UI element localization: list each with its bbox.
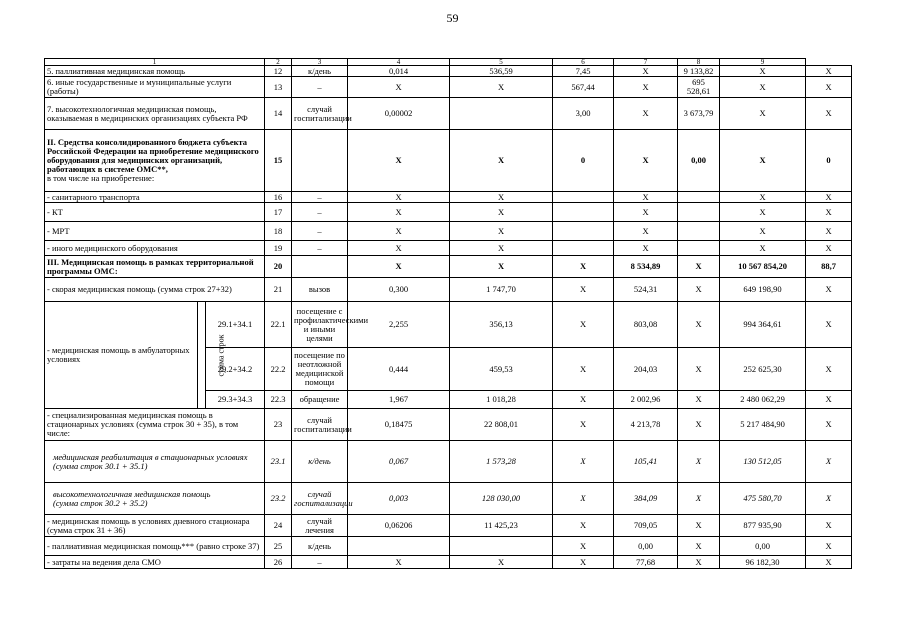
value-cell: Х — [678, 278, 720, 302]
value-cell: Х — [450, 130, 553, 192]
unit-cell — [292, 256, 348, 278]
value-cell: Х — [678, 441, 720, 483]
value-cell: 384,09 — [614, 483, 678, 515]
unit-cell: обращение — [292, 391, 348, 409]
unit-cell: посещение с профилактическими и иными целями — [292, 302, 348, 348]
unit-cell — [292, 130, 348, 192]
value-cell: Х — [720, 66, 806, 77]
value-cell: Х — [553, 278, 614, 302]
value-cell: Х — [720, 203, 806, 222]
value-cell: 10 567 854,20 — [720, 256, 806, 278]
row-label — [45, 130, 265, 192]
value-cell: Х — [720, 77, 806, 98]
value-cell: Х — [553, 483, 614, 515]
value-cell: Х — [806, 348, 852, 391]
value-cell: Х — [806, 409, 852, 441]
value-cell: Х — [720, 130, 806, 192]
table-row — [45, 537, 852, 556]
row-number: 17 — [265, 203, 292, 222]
header-cell: 7 — [614, 59, 678, 66]
value-cell: 3,00 — [553, 98, 614, 130]
unit-cell: вызов — [292, 278, 348, 302]
value-cell: Х — [806, 77, 852, 98]
value-cell: 475 580,70 — [720, 483, 806, 515]
row-label: III. Медицинская помощь в рамках территориальной программы ОМС: — [45, 256, 265, 278]
value-cell: 649 198,90 — [720, 278, 806, 302]
value-cell: 803,08 — [614, 302, 678, 348]
value-cell: 0,00 — [678, 130, 720, 192]
row-label: - затраты на ведения дела СМО — [45, 556, 265, 569]
value-cell: Х — [348, 256, 450, 278]
value-cell: Х — [806, 515, 852, 537]
value-cell: 2,255 — [348, 302, 450, 348]
value-cell: 105,41 — [614, 441, 678, 483]
value-cell: 130 512,05 — [720, 441, 806, 483]
value-cell — [553, 241, 614, 256]
value-cell: Х — [678, 537, 720, 556]
value-cell: Х — [806, 203, 852, 222]
value-cell: 1 573,28 — [450, 441, 553, 483]
value-cell: 77,68 — [614, 556, 678, 569]
value-cell: Х — [348, 222, 450, 241]
value-cell: 252 625,30 — [720, 348, 806, 391]
value-cell: 8 534,89 — [614, 256, 678, 278]
row-number: 13 — [265, 77, 292, 98]
value-cell: Х — [678, 256, 720, 278]
value-cell: Х — [806, 98, 852, 130]
value-cell: Х — [553, 256, 614, 278]
table-row — [45, 409, 852, 441]
value-cell: 2 002,96 — [614, 391, 678, 409]
value-cell: 9 133,82 — [678, 66, 720, 77]
column-number-row — [45, 59, 852, 66]
header-cell: 1 — [45, 59, 265, 66]
header-cell: 5 — [450, 59, 553, 66]
value-cell: Х — [806, 302, 852, 348]
unit-cell: – — [292, 77, 348, 98]
value-cell: 536,59 — [450, 66, 553, 77]
row-label: - медицинская помощь в амбулаторных условиях — [45, 302, 198, 409]
value-cell: 1 747,70 — [450, 278, 553, 302]
row-label: - паллиативная медицинская помощь*** (равно строке 37) — [45, 537, 265, 556]
value-cell: Х — [450, 556, 553, 569]
row-label: - КТ — [45, 203, 265, 222]
value-cell: Х — [678, 483, 720, 515]
row-label: - санитарного транспорта — [45, 192, 265, 203]
unit-cell: случай госпитализации — [292, 483, 348, 515]
row-number: 18 — [265, 222, 292, 241]
row-label: - медицинская помощь в условиях дневного стационара (сумма строк 31 + 36) — [45, 515, 265, 537]
value-cell — [553, 192, 614, 203]
value-cell: 22 808,01 — [450, 409, 553, 441]
row-number: 23.2 — [265, 483, 292, 515]
value-cell: 459,53 — [450, 348, 553, 391]
row-number: 25 — [265, 537, 292, 556]
value-cell: 0,003 — [348, 483, 450, 515]
value-cell: Х — [348, 556, 450, 569]
value-cell: 0,00 — [614, 537, 678, 556]
value-cell: Х — [806, 441, 852, 483]
value-cell: Х — [553, 556, 614, 569]
row-label — [45, 441, 265, 483]
table-row — [45, 302, 852, 348]
vertical-label-text: сумма строк — [216, 334, 226, 376]
sum-formula: 29.1+34.1 — [206, 302, 265, 348]
value-cell: Х — [806, 556, 852, 569]
value-cell: 0,067 — [348, 441, 450, 483]
value-cell: 994 364,61 — [720, 302, 806, 348]
value-cell: 695 528,61 — [678, 77, 720, 98]
unit-cell: посещение по неотложной медицинской помощи — [292, 348, 348, 391]
value-cell: 1,967 — [348, 391, 450, 409]
header-cell: 6 — [553, 59, 614, 66]
row-number: 20 — [265, 256, 292, 278]
value-cell: 5 217 484,90 — [720, 409, 806, 441]
row-label-text: высокотехнологичная медицинская помощь — [53, 488, 211, 499]
value-cell: 96 182,30 — [720, 556, 806, 569]
row-label: 6. иные государственные и муниципальные услуги (работы) — [45, 77, 265, 98]
value-cell: 0,18475 — [348, 409, 450, 441]
budget-table — [44, 58, 852, 569]
row-number: 23.1 — [265, 441, 292, 483]
value-cell: Х — [348, 203, 450, 222]
unit-cell: – — [292, 556, 348, 569]
value-cell: Х — [614, 98, 678, 130]
value-cell: 0 — [553, 130, 614, 192]
value-cell: Х — [806, 192, 852, 203]
row-label-sub: (сумма строк 30.2 + 35.2) — [53, 497, 148, 508]
value-cell: 1 018,28 — [450, 391, 553, 409]
row-number: 23 — [265, 409, 292, 441]
header-cell: 9 — [720, 59, 806, 66]
table-row — [45, 256, 852, 278]
value-cell: 128 030,00 — [450, 483, 553, 515]
value-cell: Х — [678, 391, 720, 409]
header-cell: 3 — [292, 59, 348, 66]
table-row — [45, 66, 852, 77]
value-cell: Х — [348, 130, 450, 192]
table-row — [45, 203, 852, 222]
row-label-text: медицинская реабилитация в стационарных условиях — [53, 451, 248, 462]
value-cell: Х — [720, 98, 806, 130]
value-cell: Х — [678, 409, 720, 441]
row-label: - МРТ — [45, 222, 265, 241]
row-label: - скорая медицинская помощь (сумма строк 27+32) — [45, 278, 265, 302]
value-cell: Х — [614, 77, 678, 98]
value-cell — [348, 537, 450, 556]
row-label: - специализированная медицинская помощь в стационарных условиях (сумма строк 30 + 35), в том числе: — [45, 409, 265, 441]
table-row — [45, 130, 852, 192]
value-cell: 88,7 — [806, 256, 852, 278]
header-cell: 8 — [678, 59, 720, 66]
table-row — [45, 483, 852, 515]
row-number: 12 — [265, 66, 292, 77]
value-cell: Х — [614, 66, 678, 77]
value-cell: Х — [450, 256, 553, 278]
unit-cell: случай лечения — [292, 515, 348, 537]
unit-cell: случай госпитализации — [292, 98, 348, 130]
row-number: 22.2 — [265, 348, 292, 391]
value-cell: Х — [806, 222, 852, 241]
unit-cell: – — [292, 192, 348, 203]
value-cell: 0,444 — [348, 348, 450, 391]
row-label: 5. паллиативная медицинская помощь — [45, 66, 265, 77]
value-cell: Х — [553, 537, 614, 556]
table-row — [45, 441, 852, 483]
vertical-label — [198, 302, 226, 409]
spacer-cell — [806, 59, 852, 66]
row-label-sub: (сумма строк 30.1 + 35.1) — [53, 460, 148, 471]
value-cell: 0,300 — [348, 278, 450, 302]
value-cell — [678, 222, 720, 241]
value-cell: Х — [614, 203, 678, 222]
row-label: 7. высокотехнологичная медицинская помощь, оказываемая в медицинских организациях субъекта РФ — [45, 98, 265, 130]
row-number: 14 — [265, 98, 292, 130]
value-cell: 0,014 — [348, 66, 450, 77]
value-cell: Х — [678, 302, 720, 348]
value-cell: Х — [553, 409, 614, 441]
table-row — [45, 241, 852, 256]
value-cell: 0,06206 — [348, 515, 450, 537]
value-cell: 709,05 — [614, 515, 678, 537]
table-row — [45, 515, 852, 537]
row-label: - иного медицинского оборудования — [45, 241, 265, 256]
page-number: 59 — [446, 11, 459, 25]
value-cell: Х — [348, 77, 450, 98]
unit-cell: – — [292, 222, 348, 241]
value-cell — [553, 203, 614, 222]
table-row — [45, 77, 852, 98]
value-cell: Х — [348, 241, 450, 256]
row-number: 24 — [265, 515, 292, 537]
value-cell: Х — [450, 203, 553, 222]
value-cell: Х — [614, 241, 678, 256]
row-number: 15 — [265, 130, 292, 192]
value-cell: Х — [720, 241, 806, 256]
value-cell: 4 213,78 — [614, 409, 678, 441]
row-number: 21 — [265, 278, 292, 302]
value-cell — [553, 222, 614, 241]
sum-formula: 29.3+34.3 — [206, 391, 265, 409]
unit-cell: к/день — [292, 66, 348, 77]
value-cell: Х — [614, 222, 678, 241]
value-cell: Х — [450, 241, 553, 256]
value-cell: Х — [806, 391, 852, 409]
value-cell: 0,00 — [720, 537, 806, 556]
row-number: 22.3 — [265, 391, 292, 409]
value-cell: 204,03 — [614, 348, 678, 391]
value-cell — [450, 537, 553, 556]
unit-cell: – — [292, 203, 348, 222]
value-cell: 877 935,90 — [720, 515, 806, 537]
value-cell: Х — [450, 192, 553, 203]
value-cell: Х — [806, 66, 852, 77]
value-cell: 356,13 — [450, 302, 553, 348]
row-number: 19 — [265, 241, 292, 256]
value-cell: Х — [614, 130, 678, 192]
section-title: II. Средства консолидированного бюджета субъекта Российской Федерации на приобретение медицинского оборудования для медицинских организаций, работающих в системе ОМС**, — [47, 137, 259, 174]
value-cell: 524,31 — [614, 278, 678, 302]
sum-formula: 29.2+34.2 — [206, 348, 265, 391]
value-cell — [678, 203, 720, 222]
unit-cell: – — [292, 241, 348, 256]
value-cell: Х — [678, 348, 720, 391]
value-cell: Х — [806, 483, 852, 515]
table-row — [45, 98, 852, 130]
value-cell: Х — [553, 348, 614, 391]
value-cell: 0 — [806, 130, 852, 192]
row-number: 16 — [265, 192, 292, 203]
value-cell: 567,44 — [553, 77, 614, 98]
header-cell: 4 — [348, 59, 450, 66]
table-row — [45, 222, 852, 241]
value-cell: 3 673,79 — [678, 98, 720, 130]
value-cell: Х — [614, 192, 678, 203]
value-cell — [678, 241, 720, 256]
value-cell: Х — [553, 515, 614, 537]
value-cell: Х — [720, 222, 806, 241]
value-cell: Х — [678, 556, 720, 569]
value-cell: Х — [553, 302, 614, 348]
value-cell: Х — [806, 241, 852, 256]
unit-cell: к/день — [292, 441, 348, 483]
value-cell: Х — [678, 515, 720, 537]
section-subtitle: в том числе на приобретение: — [47, 173, 155, 183]
value-cell: Х — [450, 222, 553, 241]
value-cell: Х — [348, 192, 450, 203]
unit-cell: к/день — [292, 537, 348, 556]
value-cell: Х — [553, 391, 614, 409]
row-number: 26 — [265, 556, 292, 569]
table-row — [45, 278, 852, 302]
row-number: 22.1 — [265, 302, 292, 348]
value-cell: 2 480 062,29 — [720, 391, 806, 409]
value-cell: Х — [806, 537, 852, 556]
value-cell: Х — [553, 441, 614, 483]
value-cell: 0,00002 — [348, 98, 450, 130]
row-label — [45, 483, 265, 515]
table-row — [45, 556, 852, 569]
unit-cell: случай госпитализации — [292, 409, 348, 441]
value-cell: 11 425,23 — [450, 515, 553, 537]
table-row — [45, 192, 852, 203]
value-cell: Х — [720, 192, 806, 203]
value-cell: Х — [450, 77, 553, 98]
value-cell — [678, 192, 720, 203]
value-cell — [450, 98, 553, 130]
value-cell: Х — [806, 278, 852, 302]
value-cell: 7,45 — [553, 66, 614, 77]
header-cell: 2 — [265, 59, 292, 66]
